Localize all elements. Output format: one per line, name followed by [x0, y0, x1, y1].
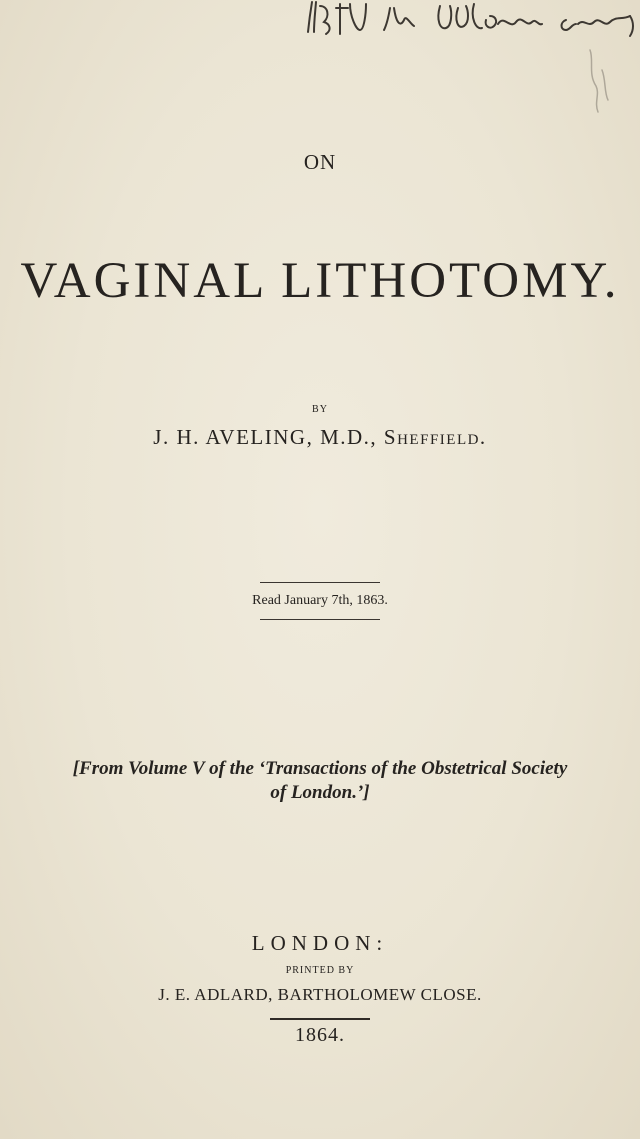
year-divider	[270, 1018, 370, 1020]
handwritten-inscription	[300, 0, 640, 40]
source-note	[0, 757, 640, 805]
publication-year: 1864.	[295, 1024, 345, 1046]
author-place: Sheffield.	[383, 425, 487, 449]
page-title: VAGINAL LITHOTOMY.	[20, 253, 620, 309]
divider-top	[260, 582, 380, 583]
author-line	[0, 425, 640, 450]
read-date: Read January 7th, 1863.	[252, 593, 388, 608]
printed-by-label: PRINTED BY	[285, 965, 355, 976]
source-line-2: of London.’]	[270, 782, 370, 803]
ink-mark	[560, 40, 620, 120]
byline-label: BY	[312, 404, 328, 415]
printer-name: J. E. ADLARD, BARTHOLOMEW CLOSE.	[158, 985, 482, 1004]
imprint-city: LONDON:	[251, 931, 389, 955]
divider-bottom	[260, 619, 380, 620]
title-kicker: ON	[303, 150, 337, 174]
author-name: J. H. AVELING, M.D.,	[153, 425, 384, 449]
source-line-1: [From Volume V of the ‘Transactions of the Obstetrical Society	[72, 758, 568, 779]
